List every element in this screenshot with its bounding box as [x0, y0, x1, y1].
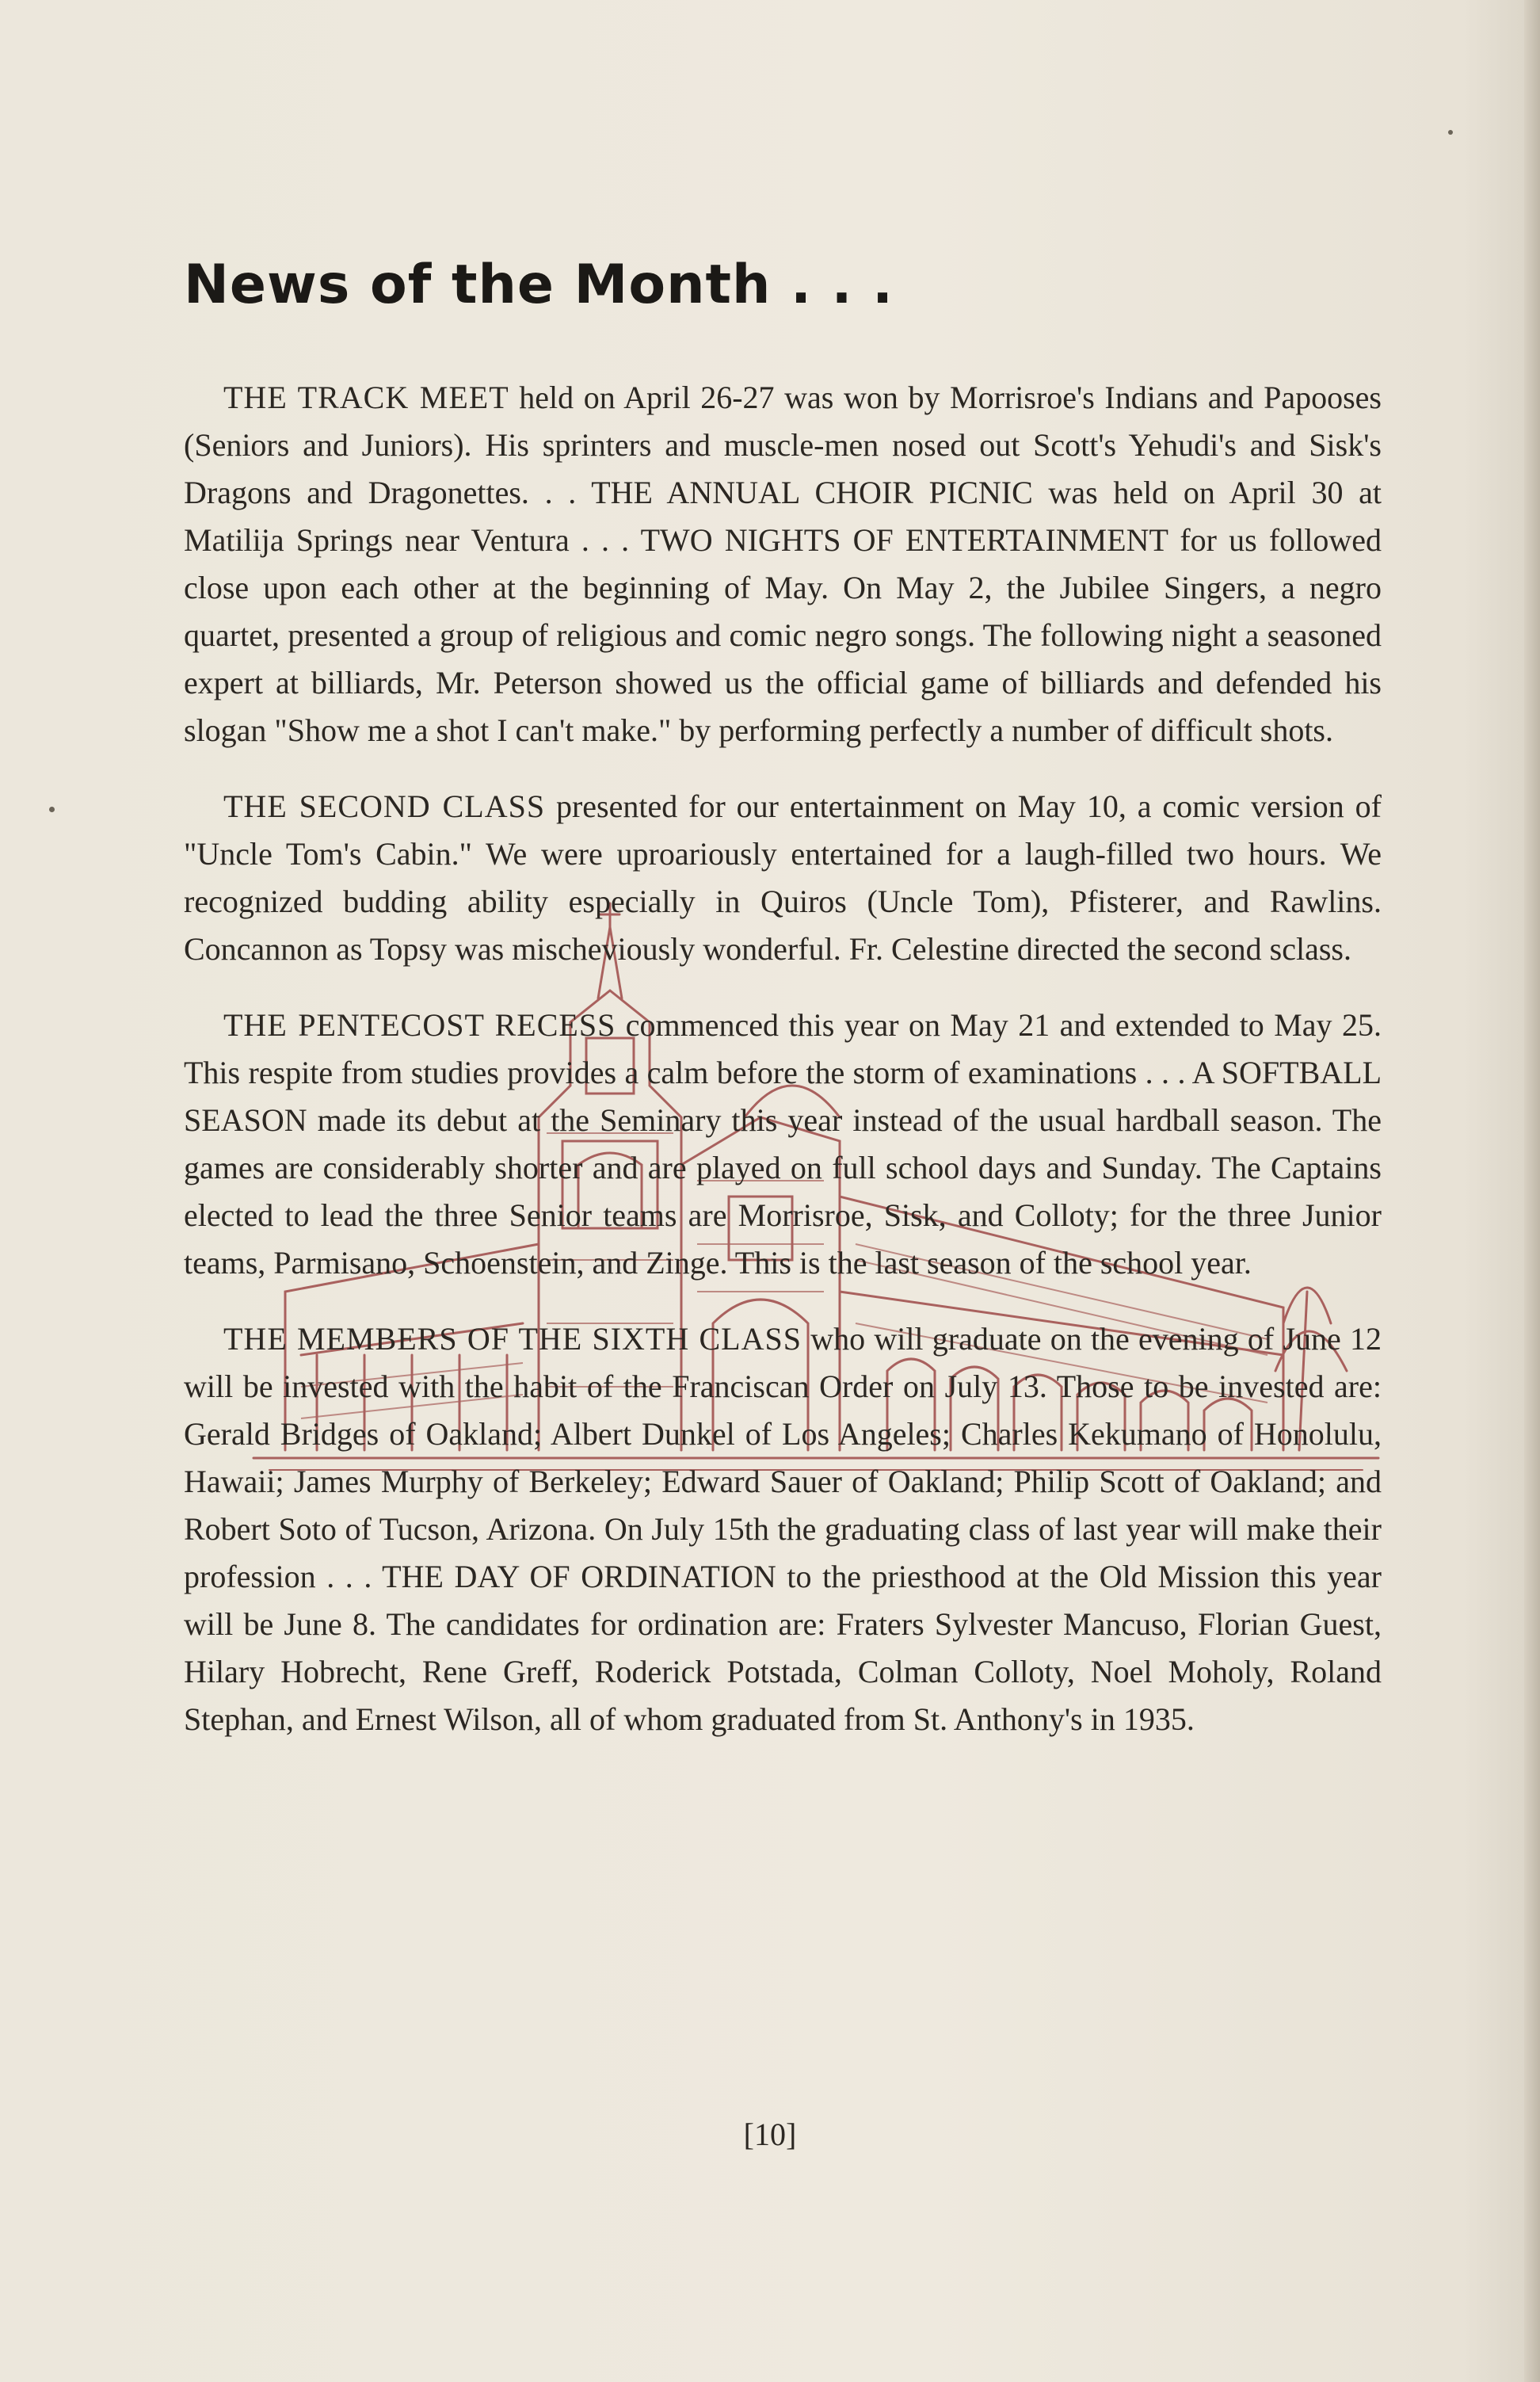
paragraph-sixth-class — [184, 1315, 1382, 1743]
paragraph-text: held on April 26-27 was won by Morrisroe's Indians and Papooses (Seniors and Juniors). His sprinters and muscle-men nosed out Scott's Yehudi's and Sisk's Dragons and Dragonettes. . . THE ANNUAL CHOIR PICNIC was held on April 30 at Matilija Springs near Ventura . . . TWO NIGHTS OF ENTERTAINMENT for us followed close upon each other at the beginning of May. On May 2, the Jubilee Singers, a negro quartet, presented a group of religious and comic negro songs. The following night a seasoned expert at billiards, Mr. Peterson showed us the official game of billiards and defended his slogan "Show me a shot I can't make." by performing perfectly a number of difficult shots. — [184, 380, 1382, 748]
paragraph-pentecost-recess — [184, 1002, 1382, 1287]
paragraph-lead: THE TRACK MEET — [223, 380, 509, 415]
paper-speck — [49, 807, 55, 812]
paragraph-second-class — [184, 783, 1382, 973]
paragraph-lead: THE MEMBERS OF THE SIXTH CLASS — [223, 1321, 802, 1357]
page-number: [10] — [743, 2117, 797, 2152]
paragraph-track-meet — [184, 374, 1382, 754]
paragraph-text: who will graduate on the evening of June 12 will be invested with the habit of the Franciscan Order on July 13. Those to be invested are: Gerald Bridges of Oakland; Albert Dunkel of Los Angeles; Charles Kekumano of Honolulu, Hawaii; James Murphy of Berkeley; Edward Sauer of Oakland; Philip Scott of Oakland; and Robert Soto of Tucson, Arizona. On July 15th the graduating class of last year will make their profession . . . THE DAY OF ORDINATION to the priesthood at the Old Mission this year will be June 8. The candidates for ordination are: Fraters Sylvester Mancuso, Florian Guest, Hilary Hobrecht, Rene Greff, Roderick Potstada, Colman Colloty, Noel Moholy, Roland Stephan, and Ernest Wilson, all of whom graduated from St. Anthony's in 1935. — [184, 1321, 1382, 1737]
page-edge — [1524, 0, 1540, 2382]
paper-speck — [1448, 130, 1453, 135]
paragraph-text: presented for our entertainment on May 10, a comic version of "Uncle Tom's Cabin." We were uproariously entertained for a laugh-filled two hours. We recognized budding ability especially in Quiros (Uncle Tom), Pfisterer, and Rawlins. Concannon as Topsy was mischeviously wonderful. Fr. Celestine directed the second sclass. — [184, 788, 1382, 967]
paragraph-text: commenced this year on May 21 and extended to May 25. This respite from studies provides a calm before the storm of examinations . . . A SOFTBALL SEASON made its debut at the Seminary this year instead of the usual hardball season. The games are considerably shorter and are played on full school days and Sunday. The Captains elected to lead the three Senior teams are Morrisroe, Sisk, and Colloty; for the three Junior teams, Parmisano, Schoenstein, and Zinge. This is the last season of the school year. — [184, 1007, 1382, 1281]
paragraph-lead: THE SECOND CLASS — [223, 788, 546, 824]
article-body — [184, 374, 1382, 1772]
paragraph-lead: THE PENTECOST RECESS — [223, 1007, 616, 1043]
page-title: News of the Month . . . — [184, 254, 894, 316]
